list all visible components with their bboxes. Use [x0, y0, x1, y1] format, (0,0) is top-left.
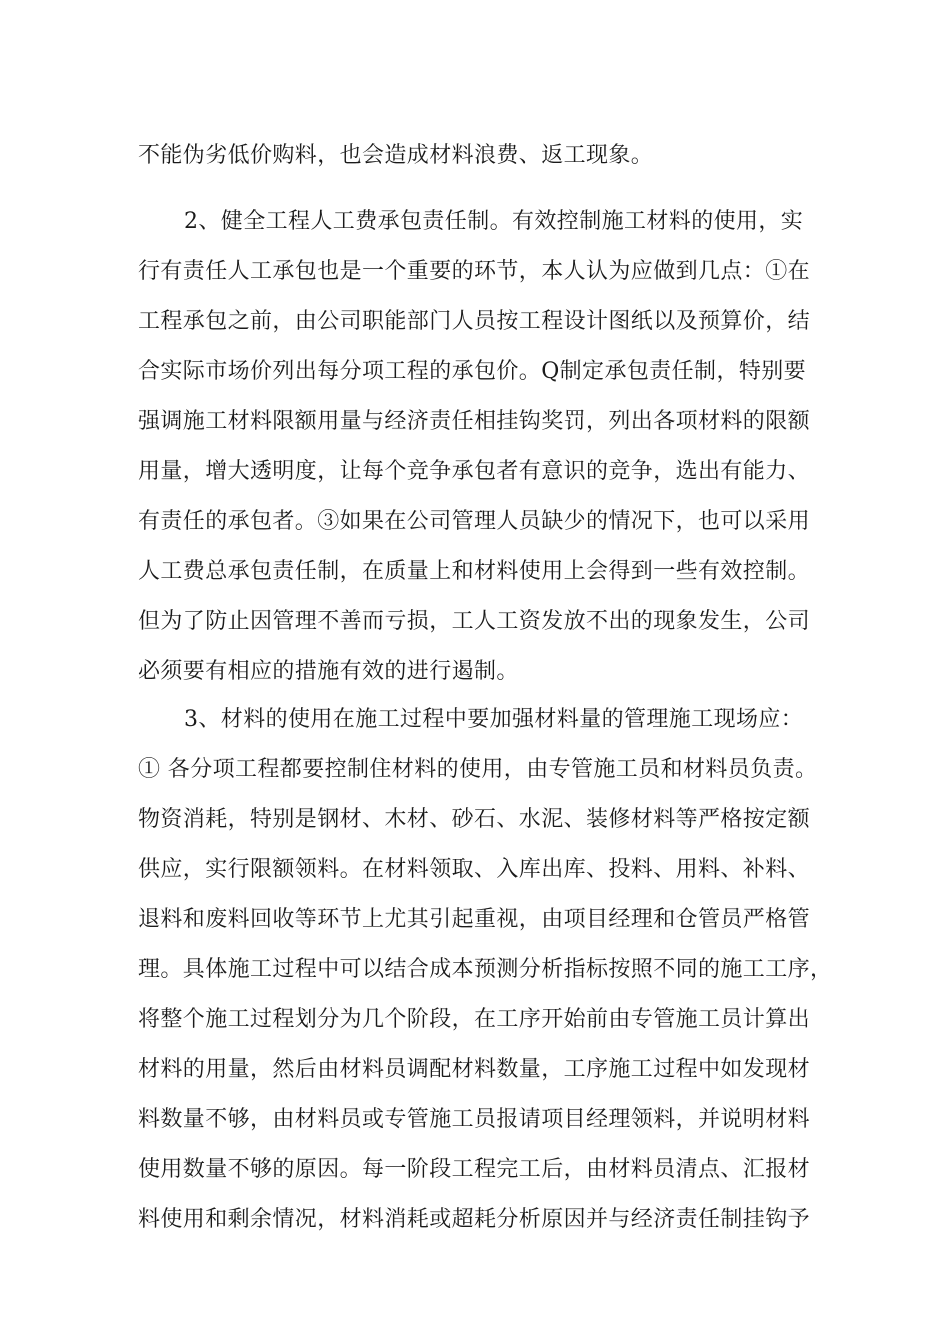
text-line: 料使用和剩余情况，材料消耗或超耗分析原因并与经济责任制挂钩予: [138, 1207, 811, 1232]
text-line: ① 各分项工程都要控制住材料的使用，由专管施工员和材料员负责。: [138, 757, 818, 782]
text-line: 但为了防止因管理不善而亏损，工人工资发放不出的现象发生，公司: [138, 609, 811, 634]
text-line: 合实际市场价列出每分项工程的承包价。Q制定承包责任制，特别要: [138, 359, 807, 384]
text-line: 人工费总承包责任制，在质量上和材料使用上会得到一些有效控制。: [138, 559, 811, 584]
text-line: 行有责任人工承包也是一个重要的环节，本人认为应做到几点：①在: [138, 259, 811, 284]
text-line: 必须要有相应的措施有效的进行遏制。: [138, 659, 519, 684]
text-line: 工程承包之前，由公司职能部门人员按工程设计图纸以及预算价，结: [138, 309, 811, 334]
text-line: 用量，增大透明度，让每个竞争承包者有意识的竞争，选出有能力、: [138, 459, 811, 484]
text-line: 退料和废料回收等环节上尤其引起重视，由项目经理和仓管员严格管: [138, 907, 811, 932]
text-line: 有责任的承包者。③如果在公司管理人员缺少的情况下，也可以采用: [138, 509, 811, 534]
text-line: 将整个施工过程划分为几个阶段，在工序开始前由专管施工员计算出: [138, 1007, 811, 1032]
text-line: 使用数量不够的原因。每一阶段工程完工后，由材料员清点、汇报材: [138, 1157, 811, 1182]
text-line: 理。具体施工过程中可以结合成本预测分析指标按照不同的施工工序，: [138, 957, 833, 982]
text-line: 料数量不够，由材料员或专管施工员报请项目经理领料，并说明材料: [138, 1107, 811, 1132]
text-line: 物资消耗，特别是钢材、木材、砂石、水泥、装修材料等严格按定额: [138, 807, 811, 832]
text-line: 不能伪劣低价购料，也会造成材料浪费、返工现象。: [138, 143, 654, 168]
text-line: 材料的用量，然后由材料员调配材料数量，工序施工过程中如发现材: [138, 1057, 811, 1082]
text-line: 3、材料的使用在施工过程中要加强材料量的管理施工现场应：: [184, 707, 804, 732]
text-line: 2、健全工程人工费承包责任制。有效控制施工材料的使用，实: [184, 209, 804, 234]
text-line: 供应，实行限额领料。在材料领取、入库出库、投料、用料、补料、: [138, 857, 811, 882]
text-line: 强调施工材料限额用量与经济责任相挂钩奖罚，列出各项材料的限额: [138, 409, 811, 434]
